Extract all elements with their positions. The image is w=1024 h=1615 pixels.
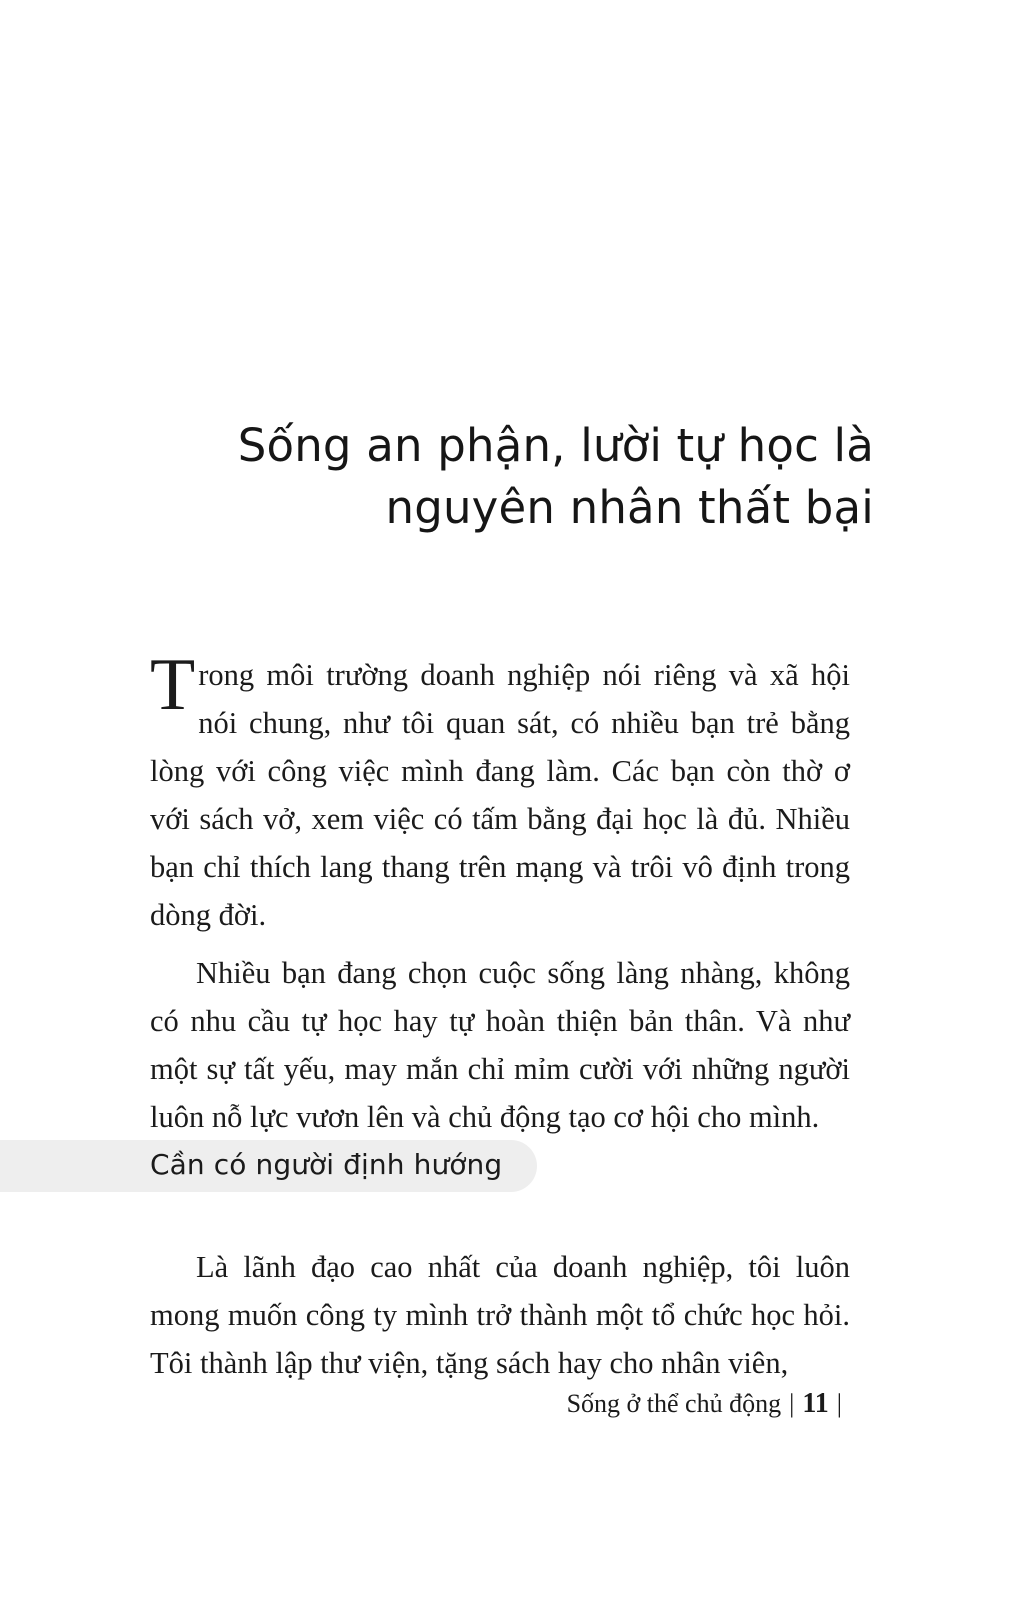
body-paragraph-2: Nhiều bạn đang chọn cuộc sống làng nhàng, không có nhu cầu tự học hay tự hoàn thiện bản thân. Và như một sự tất yếu, may mắn chỉ mỉm cười với những người luôn nỗ lực vươn lên và chủ động tạo cơ hội cho mình. — [150, 955, 850, 1135]
footer-book-title: Sống ở thể chủ động — [566, 1389, 782, 1418]
page-title-line-2: nguyên nhân thất bại — [385, 481, 874, 535]
drop-cap: T — [150, 643, 196, 726]
footer-separator-right: | — [836, 1389, 842, 1418]
body-paragraph-3: Là lãnh đạo cao nhất của doanh nghiệp, tôi luôn mong muốn công ty mình trở thành một tổ chức học hỏi. Tôi thành lập thư viện, tặng sách hay cho nhân viên, — [150, 1249, 850, 1380]
page-footer — [150, 1388, 850, 1420]
footer-separator-left: | — [789, 1389, 795, 1418]
page-title — [150, 415, 874, 539]
section-heading: Cần có người định hướng — [150, 1148, 503, 1181]
body-paragraph-1-text: rong môi trường doanh nghiệp nói riêng và xã hội nói chung, như tôi quan sát, có nhiều bạn trẻ bằng lòng với công việc mình đang làm. Các bạn còn thờ ơ với sách vở, xem việc có tấm bằng đại học là đủ. Nhiều bạn chỉ thích lang thang trên mạng và trôi vô định trong dòng đời. — [150, 657, 850, 933]
footer-page-number: 11 — [802, 1388, 829, 1419]
body-paragraph-1 — [150, 643, 850, 940]
page-title-line-1: Sống an phận, lười tự học là — [237, 419, 874, 473]
